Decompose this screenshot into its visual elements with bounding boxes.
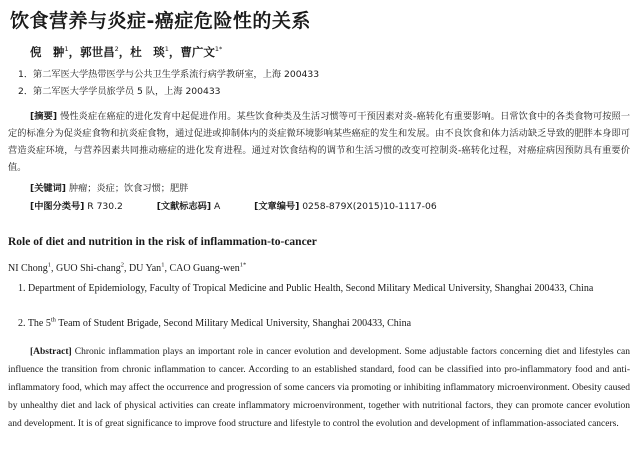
article-number-value: 0258-879X(2015)10-1117-06 [302,201,437,212]
author-name: DU Yan [128,263,162,274]
author-name: 倪 翀 [30,45,65,59]
author-affiliation-mark: 1* [214,45,223,54]
author-affiliation-mark: 2 [120,261,124,269]
doc-code-label: [文献标志码] [156,201,212,212]
doc-code-value: A [213,201,221,212]
ordinal-suffix: th [50,316,56,324]
author-affiliation-mark: 2 [114,45,119,54]
english-abstract [8,343,630,433]
chinese-keywords [30,180,188,194]
author-affiliation-mark: 1 [164,45,169,54]
author-name: 郭世昌 [80,45,115,59]
english-affiliation: 2. The 5th Team of Student Brigade, Second Military Medical University, Shanghai 200433, China [18,316,412,329]
chinese-affiliation: 1．第二军医大学热带医学与公共卫生学系流行病学教研室，上海 200433 [18,69,320,80]
article-number-label: [文章编号] [254,201,300,212]
english-title: Role of diet and nutrition in the risk of inflammation-to-cancer [8,236,317,248]
author-affiliation-mark: 1 [161,261,165,269]
author-affiliation-mark: 1* [239,261,247,269]
clc-label: [中图分类号] [30,201,85,212]
chinese-title: 饮食营养与炎症-癌症危险性的关系 [10,10,311,32]
chinese-classification-row [30,198,437,212]
author-name: GUO Shi-chang [55,263,121,274]
author-affiliation-mark: 1 [47,261,51,269]
abstract-label: [摘要] [30,111,58,122]
author-affiliation-mark: 1 [64,45,69,54]
chinese-affiliation: 2．第二军医大学学员旅学员 5 队，上海 200433 [18,86,221,97]
keywords-text: 肿瘤；炎症；饮食习惯；肥胖 [68,183,189,194]
abstract-label: [Abstract] [30,347,72,357]
author-name: NI Chong [8,263,48,274]
abstract-text: Chronic inflammation plays an important role in cancer evolution and development. Some adjustable factors concerning diet and lifestyles can influence the transition from chronic inflammation to cancer. According to an established standard, food can be classified into pro-inflammatory food and anti-inflammatory food, which may affect the occurrence and progression of some cancers via promoting or inhibiting inflammatory microenvironment. Obesity caused by unhealthy diet and lack of physical activities can create inflammatory microenvironment, together with nutritional factors, they can promote cancer evolution and development. It is of great significance to improve food structure and lifestyle to control the evolution and development of inflammation-associated cancers. [8,347,630,429]
author-name: CAO Guang-wen [169,263,240,274]
english-affiliation: 1. Department of Epidemiology, Faculty of Tropical Medicine and Public Health, Second Military Medical University, Shanghai 200433, China [18,283,594,294]
english-author-list: NI Chong$^1$, GUO Shi-chang$^2$, DU Yan$^1$, CAO Guang-wen$^{1*}$ [8,261,247,274]
chinese-author-list: 倪 翀$^1$，郭世昌$^2$，杜 琰$^1$，曹广文$^{1*}$ [30,45,223,59]
chinese-abstract [8,108,630,176]
abstract-text: 慢性炎症在癌症的进化发育中起促进作用。某些饮食种类及生活习惯等可干预因素对炎-癌转化有重要影响。日常饮食中的各类食物可按照一定的标准分为促炎症食物和抗炎症食物，通过促进或抑制体内的炎症微环境影响某些癌症的发生和发展。由不良饮食和体力活动缺乏导致的肥胖本身即可营造炎症环境，与营养因素共同推动癌症的进化发育进程。通过对饮食结构的调节和生活习惯的改变可控制炎-癌转化过程，对癌症病因预防具有重要价值。 [8,111,631,173]
author-name: 杜 琰 [130,45,165,59]
clc-value: R 730.2 [87,201,123,212]
author-name: 曹广文 [180,45,215,59]
keywords-label: [关键词] [30,183,66,194]
